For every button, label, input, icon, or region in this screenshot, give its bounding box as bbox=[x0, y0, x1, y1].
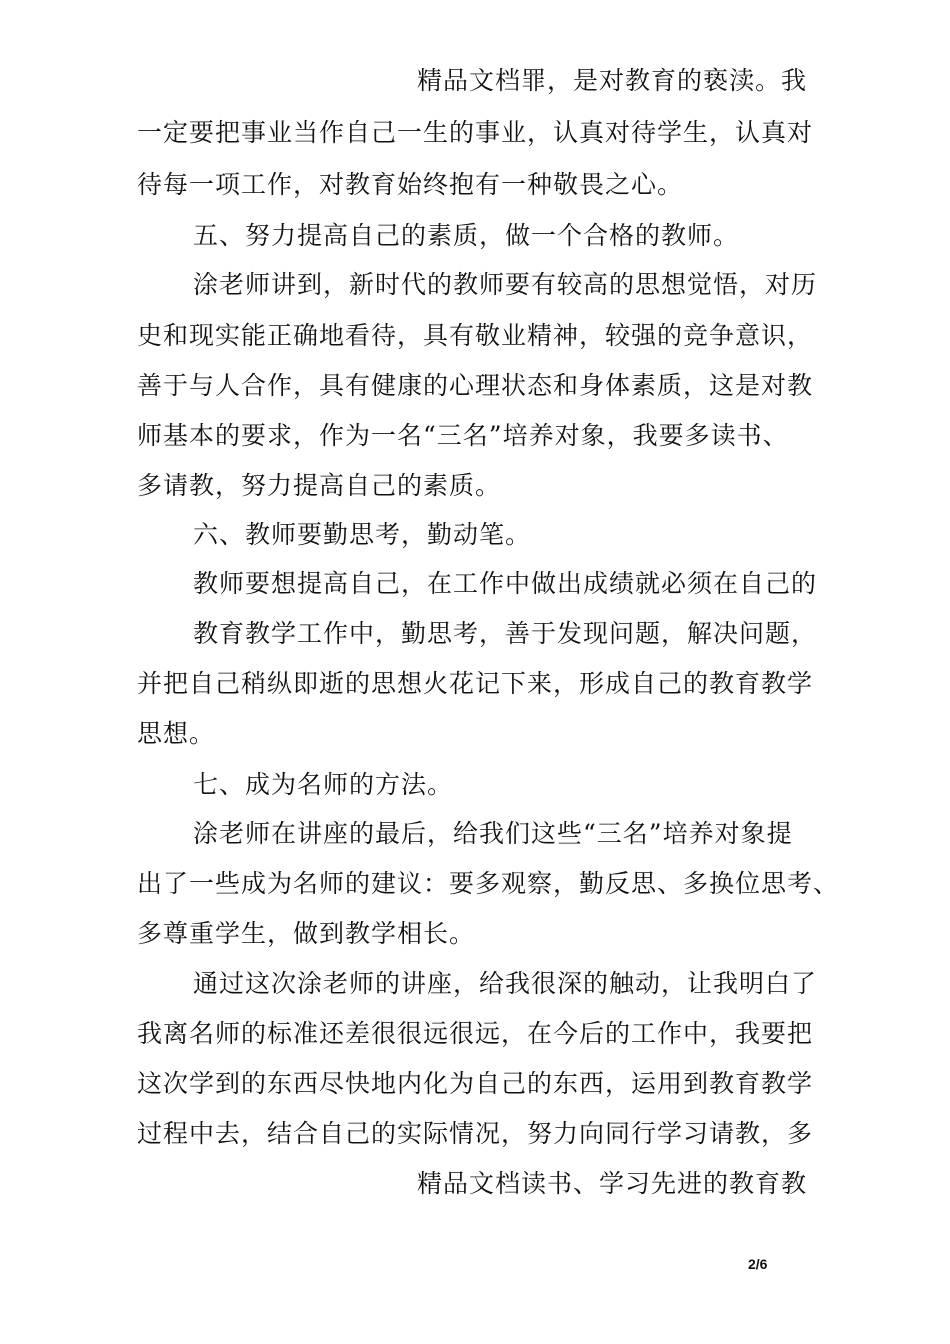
section-heading: 六、教师要勤思考，勤动笔。 bbox=[193, 520, 532, 549]
text-line: 通过这次涂老师的讲座，给我很深的触动，让我明白了 bbox=[193, 969, 818, 998]
text-line: 涂老师在讲座的最后，给我们这些“三名”培养对象提 bbox=[193, 819, 793, 848]
text-line: 教育教学工作中，勤思考，善于发现问题，解决问题， bbox=[193, 619, 818, 648]
text-line: 这次学到的东西尽快地内化为自己的东西，运用到教育教学 bbox=[137, 1069, 814, 1098]
text-line: 一定要把事业当作自己一生的事业，认真对待学生，认真对 bbox=[137, 118, 814, 147]
text-line: 多请教，努力提高自己的素质。 bbox=[137, 471, 502, 500]
text-line: 并把自己稍纵即逝的思想火花记下来，形成自己的教育教学 bbox=[137, 669, 814, 698]
text-line: 善于与人合作，具有健康的心理状态和身体素质，这是对教 bbox=[137, 371, 814, 400]
text-line: 精品文档读书、学习先进的教育教 bbox=[417, 1169, 808, 1198]
text-line: 教师要想提高自己，在工作中做出成绩就必须在自己的 bbox=[193, 569, 818, 598]
section-heading: 五、努力提高自己的素质，做一个合格的教师。 bbox=[193, 221, 740, 250]
text-line: 涂老师讲到，新时代的教师要有较高的思想觉悟，对历 bbox=[193, 270, 818, 299]
text-line: 出了一些成为名师的建议：要多观察，勤反思、多换位思考、 bbox=[137, 869, 840, 898]
text-line: 多尊重学生，做到教学相长。 bbox=[137, 919, 476, 948]
text-line: 史和现实能正确地看待，具有敬业精神，较强的竞争意识， bbox=[137, 321, 814, 350]
text-line: 待每一项工作，对教育始终抱有一种敬畏之心。 bbox=[137, 170, 684, 199]
text-line: 思想。 bbox=[137, 719, 216, 748]
section-heading: 七、成为名师的方法。 bbox=[193, 770, 454, 799]
text-line: 过程中去，结合自己的实际情况，努力向同行学习请教，多 bbox=[137, 1119, 814, 1148]
page-number: 2/6 bbox=[748, 1256, 768, 1272]
text-line: 我离名师的标准还差很很远很远，在今后的工作中，我要把 bbox=[137, 1019, 814, 1048]
text-line: 精品文档罪，是对教育的亵渎。我 bbox=[417, 66, 808, 95]
text-line: 师基本的要求，作为一名“三名”培养对象，我要多读书、 bbox=[137, 421, 789, 450]
